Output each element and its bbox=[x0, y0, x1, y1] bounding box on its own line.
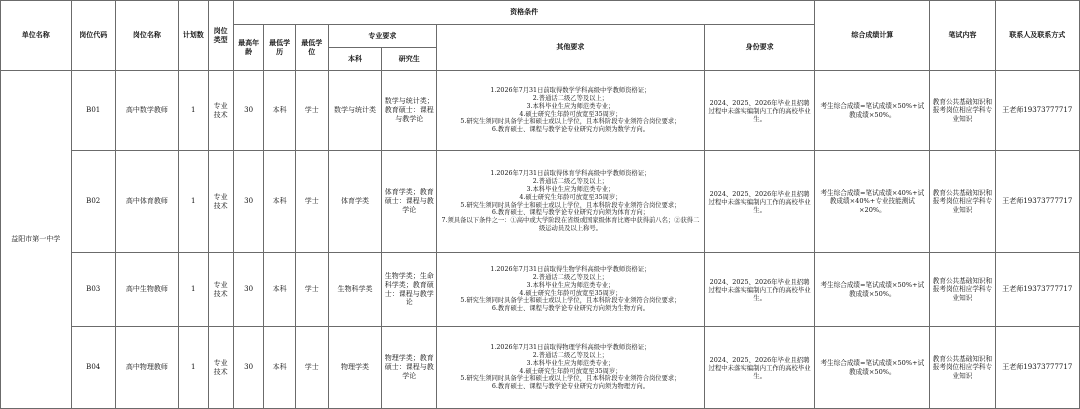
plan-count: 1 bbox=[179, 327, 209, 409]
post-type: 专业技术 bbox=[208, 151, 233, 253]
undergrad-major: 生物科学类 bbox=[328, 253, 382, 327]
requirement-line: 5.研究生须同时具备学士和硕士或以上学位，且本科阶段专业须符合岗位要求； bbox=[460, 201, 681, 209]
max-age: 30 bbox=[233, 327, 264, 409]
header-max-age: 最高年龄 bbox=[233, 25, 264, 71]
other-requirements bbox=[437, 71, 705, 151]
contact: 王老师19373777717 bbox=[995, 151, 1079, 253]
header-post-name: 岗位名称 bbox=[115, 1, 178, 71]
requirement-line: 5.研究生须同时具备学士和硕士或以上学位，且本科阶段专业须符合岗位要求； bbox=[460, 118, 681, 126]
min-education: 本科 bbox=[264, 327, 296, 409]
undergrad-major: 体育学类 bbox=[328, 151, 382, 253]
score-calculation: 考生综合成绩=笔试成绩×50%+试教成绩×50%。 bbox=[815, 71, 930, 151]
score-calculation: 考生综合成绩=笔试成绩×40%+试教成绩×40%+专业技能测试×20%。 bbox=[815, 151, 930, 253]
header-contact: 联系人及联系方式 bbox=[995, 1, 1079, 71]
other-requirements bbox=[437, 151, 705, 253]
identity-requirement: 2024、2025、2026年毕业且招聘过程中未落实编制内工作的高校毕业生。 bbox=[704, 253, 815, 327]
exam-content: 教育公共基础知识和报考岗位相应学科专业知识 bbox=[930, 151, 995, 253]
contact: 王老师19373777717 bbox=[995, 71, 1079, 151]
max-age: 30 bbox=[233, 151, 264, 253]
requirement-line: 2.普通话二级乙等及以上； bbox=[532, 177, 609, 185]
post-type: 专业技术 bbox=[208, 71, 233, 151]
post-name: 高中数学教师 bbox=[115, 71, 178, 151]
requirement-line: 3.本科毕业生应为师范类专业； bbox=[526, 102, 615, 110]
header-post-type: 岗位类型 bbox=[208, 1, 233, 71]
requirement-line: 4.硕士研究生年龄可放宽至35周岁； bbox=[519, 110, 622, 118]
requirement-line: 1.2026年7月31日前取得数学学科高级中学教师资格证； bbox=[490, 86, 651, 94]
header-exam-content: 笔试内容 bbox=[930, 1, 995, 71]
post-code: B01 bbox=[71, 71, 115, 151]
post-type: 专业技术 bbox=[208, 253, 233, 327]
post-code: B02 bbox=[71, 151, 115, 253]
exam-content: 教育公共基础知识和报考岗位相应学科专业知识 bbox=[930, 253, 995, 327]
header-post-code: 岗位代码 bbox=[71, 1, 115, 71]
table-row bbox=[1, 327, 1080, 409]
requirement-line: 7.须具备以下条件之一：①高中或大学阶段在省级或国家级体育比赛中获得前八名；②获得二级运动员及以上称号。 bbox=[441, 217, 700, 233]
post-name: 高中物理教师 bbox=[115, 327, 178, 409]
post-name: 高中生物教师 bbox=[115, 253, 178, 327]
header-major: 专业要求 bbox=[328, 25, 437, 48]
min-degree: 学士 bbox=[295, 151, 328, 253]
requirement-line: 3.本科毕业生应为师范类专业； bbox=[526, 185, 615, 193]
requirement-line: 5.研究生须同时具备学士和硕士或以上学位，且本科阶段专业须符合岗位要求； bbox=[460, 297, 681, 305]
requirement-line: 3.本科毕业生应为师范类专业； bbox=[526, 359, 615, 367]
header-employer: 单位名称 bbox=[1, 1, 72, 71]
plan-count: 1 bbox=[179, 253, 209, 327]
requirement-line: 1.2026年7月31日前取得体育学科高级中学教师资格证； bbox=[490, 170, 651, 178]
header-score-calc: 综合成绩计算 bbox=[815, 1, 930, 71]
header-qualifications: 资格条件 bbox=[233, 1, 815, 25]
requirement-line: 5.研究生须同时具备学士和硕士或以上学位，且本科阶段专业须符合岗位要求； bbox=[460, 375, 681, 383]
header-min-degree: 最低学位 bbox=[295, 25, 328, 71]
postgrad-major: 生物学类；生命科学类；教育硕士：课程与教学论 bbox=[382, 253, 437, 327]
contact: 王老师19373777717 bbox=[995, 253, 1079, 327]
max-age: 30 bbox=[233, 253, 264, 327]
requirement-line: 2.普通话二级乙等及以上； bbox=[532, 273, 609, 281]
identity-requirement: 2024、2025、2026年毕业且招聘过程中未落实编制内工作的高校毕业生。 bbox=[704, 151, 815, 253]
min-education: 本科 bbox=[264, 151, 296, 253]
post-name: 高中体育教师 bbox=[115, 151, 178, 253]
score-calculation: 考生综合成绩=笔试成绩×50%+试教成绩×50%。 bbox=[815, 253, 930, 327]
table-row bbox=[1, 151, 1080, 253]
postgrad-major: 数学与统计类；教育硕士：课程与教学论 bbox=[382, 71, 437, 151]
plan-count: 1 bbox=[179, 151, 209, 253]
min-degree: 学士 bbox=[295, 253, 328, 327]
header-identity: 身份要求 bbox=[704, 25, 815, 71]
header-undergrad: 本科 bbox=[328, 48, 382, 71]
table-row bbox=[1, 71, 1080, 151]
plan-count: 1 bbox=[179, 71, 209, 151]
requirement-line: 6.教育硕士、课程与教学论专业研究方向须为生物方向。 bbox=[491, 305, 649, 313]
other-requirements bbox=[437, 253, 705, 327]
requirement-line: 4.硕士研究生年龄可放宽至35周岁； bbox=[519, 193, 622, 201]
requirement-line: 2.普通话二级乙等及以上； bbox=[532, 94, 609, 102]
requirement-line: 4.硕士研究生年龄可放宽至35周岁； bbox=[519, 367, 622, 375]
employer-cell: 益阳市第一中学 bbox=[1, 71, 72, 409]
postgrad-major: 物理学类；教育硕士：课程与教学论 bbox=[382, 327, 437, 409]
requirement-line: 6.教育硕士、课程与教学论专业研究方向须为体育方向； bbox=[491, 209, 649, 217]
score-calculation: 考生综合成绩=笔试成绩×50%+试教成绩×50%。 bbox=[815, 327, 930, 409]
table-row bbox=[1, 253, 1080, 327]
max-age: 30 bbox=[233, 71, 264, 151]
post-code: B03 bbox=[71, 253, 115, 327]
requirement-line: 3.本科毕业生应为师范类专业； bbox=[526, 281, 615, 289]
header-postgrad: 研究生 bbox=[382, 48, 437, 71]
exam-content: 教育公共基础知识和报考岗位相应学科专业知识 bbox=[930, 71, 995, 151]
requirement-line: 1.2026年7月31日前取得生物学科高级中学教师资格证； bbox=[490, 265, 651, 273]
undergrad-major: 物理学类 bbox=[328, 327, 382, 409]
post-type: 专业技术 bbox=[208, 327, 233, 409]
requirement-line: 1.2026年7月31日前取得物理学科高级中学教师资格证； bbox=[490, 343, 651, 351]
exam-content: 教育公共基础知识和报考岗位相应学科专业知识 bbox=[930, 327, 995, 409]
min-education: 本科 bbox=[264, 253, 296, 327]
post-code: B04 bbox=[71, 327, 115, 409]
identity-requirement: 2024、2025、2026年毕业且招聘过程中未落实编制内工作的高校毕业生。 bbox=[704, 327, 815, 409]
undergrad-major: 数学与统计类 bbox=[328, 71, 382, 151]
postgrad-major: 体育学类；教育硕士：课程与教学论 bbox=[382, 151, 437, 253]
min-education: 本科 bbox=[264, 71, 296, 151]
header-min-education: 最低学历 bbox=[264, 25, 296, 71]
min-degree: 学士 bbox=[295, 327, 328, 409]
requirement-line: 2.普通话二级乙等及以上； bbox=[532, 351, 609, 359]
requirement-line: 6.教育硕士、课程与教学论专业研究方向须为物理方向。 bbox=[491, 383, 649, 391]
requirement-line: 6.教育硕士、课程与教学论专业研究方向须为数学方向。 bbox=[491, 126, 649, 134]
min-degree: 学士 bbox=[295, 71, 328, 151]
other-requirements bbox=[437, 327, 705, 409]
identity-requirement: 2024、2025、2026年毕业且招聘过程中未落实编制内工作的高校毕业生。 bbox=[704, 71, 815, 151]
contact: 王老师19373777717 bbox=[995, 327, 1079, 409]
requirement-line: 4.硕士研究生年龄可放宽至35周岁； bbox=[519, 289, 622, 297]
header-other: 其他要求 bbox=[437, 25, 705, 71]
header-plan-count: 计划数 bbox=[179, 1, 209, 71]
